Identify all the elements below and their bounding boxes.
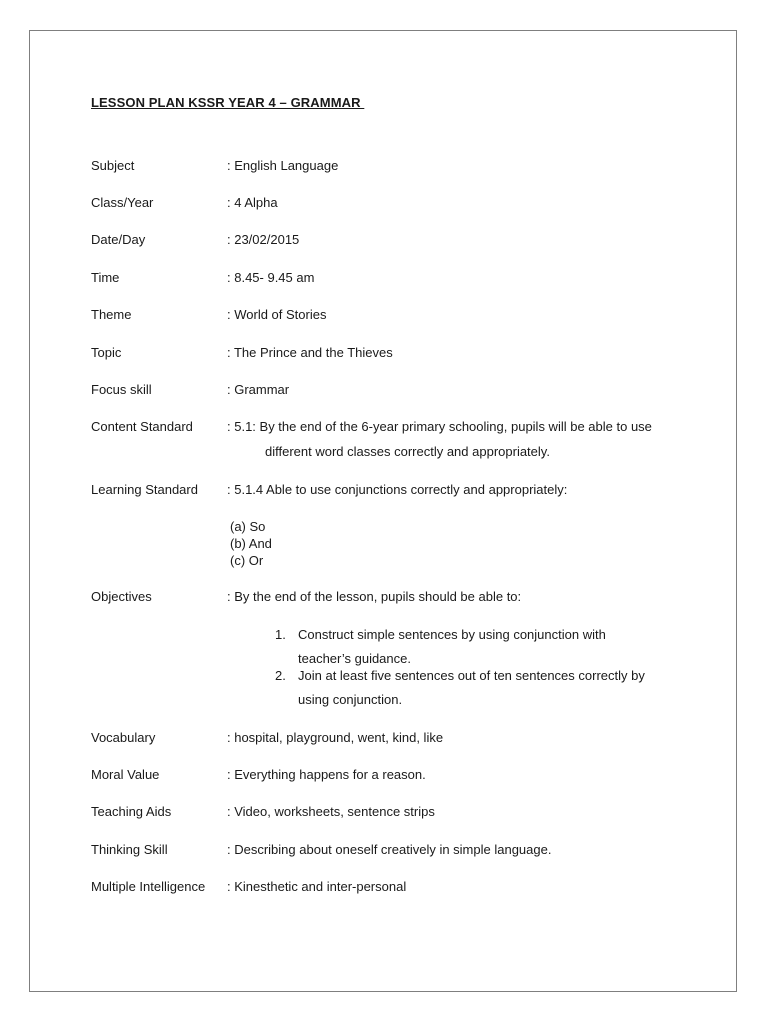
field-value: : Video, worksheets, sentence strips xyxy=(227,804,435,819)
page-title: LESSON PLAN KSSR YEAR 4 – GRAMMAR xyxy=(91,95,365,110)
field-label: Teaching Aids xyxy=(91,804,172,819)
field-value: : Everything happens for a reason. xyxy=(227,767,426,782)
field-value: : Describing about oneself creatively in simple language. xyxy=(227,842,552,857)
field-label: Class/Year xyxy=(91,195,154,210)
field-label: Objectives xyxy=(91,589,152,604)
list-item: (a) So xyxy=(230,519,266,534)
field-label: Focus skill xyxy=(91,382,152,397)
objective-text-continuation: teacher’s guidance. xyxy=(298,651,411,666)
objective-number: 2. xyxy=(275,668,286,683)
content-standard-continuation: different word classes correctly and appropriately. xyxy=(265,444,550,459)
field-label: Multiple Intelligence xyxy=(91,879,206,894)
field-value: : By the end of the lesson, pupils should be able to: xyxy=(227,589,522,604)
objective-number: 1. xyxy=(275,627,286,642)
field-label: Date/Day xyxy=(91,232,146,247)
field-value: : 23/02/2015 xyxy=(227,232,300,247)
field-value: : Grammar xyxy=(227,382,290,397)
field-value: : 8.45- 9.45 am xyxy=(227,270,315,285)
field-value: : 4 Alpha xyxy=(227,195,278,210)
document-page xyxy=(29,30,737,992)
field-label: Time xyxy=(91,270,120,285)
objective-text-continuation: using conjunction. xyxy=(298,692,403,707)
field-label: Topic xyxy=(91,345,122,360)
field-label: Subject xyxy=(91,158,135,173)
list-item: (b) And xyxy=(230,536,272,551)
field-value: : Kinesthetic and inter-personal xyxy=(227,879,407,894)
field-value: : hospital, playground, went, kind, like xyxy=(227,730,444,745)
field-value: : English Language xyxy=(227,158,339,173)
learning-standard-list xyxy=(230,518,272,569)
field-value: : 5.1: By the end of the 6-year primary schooling, pupils will be able to use xyxy=(227,419,652,434)
field-value: : 5.1.4 Able to use conjunctions correctly and appropriately: xyxy=(227,482,568,497)
field-label: Theme xyxy=(91,307,132,322)
field-label: Vocabulary xyxy=(91,730,156,745)
field-value: : The Prince and the Thieves xyxy=(227,345,393,360)
field-label: Moral Value xyxy=(91,767,160,782)
list-item: (c) Or xyxy=(230,553,264,568)
field-label: Content Standard xyxy=(91,419,193,434)
field-label: Thinking Skill xyxy=(91,842,168,857)
field-label: Learning Standard xyxy=(91,482,198,497)
objective-text: Join at least five sentences out of ten sentences correctly by xyxy=(298,668,645,683)
objective-text: Construct simple sentences by using conjunction with xyxy=(298,627,606,642)
field-value: : World of Stories xyxy=(227,307,327,322)
